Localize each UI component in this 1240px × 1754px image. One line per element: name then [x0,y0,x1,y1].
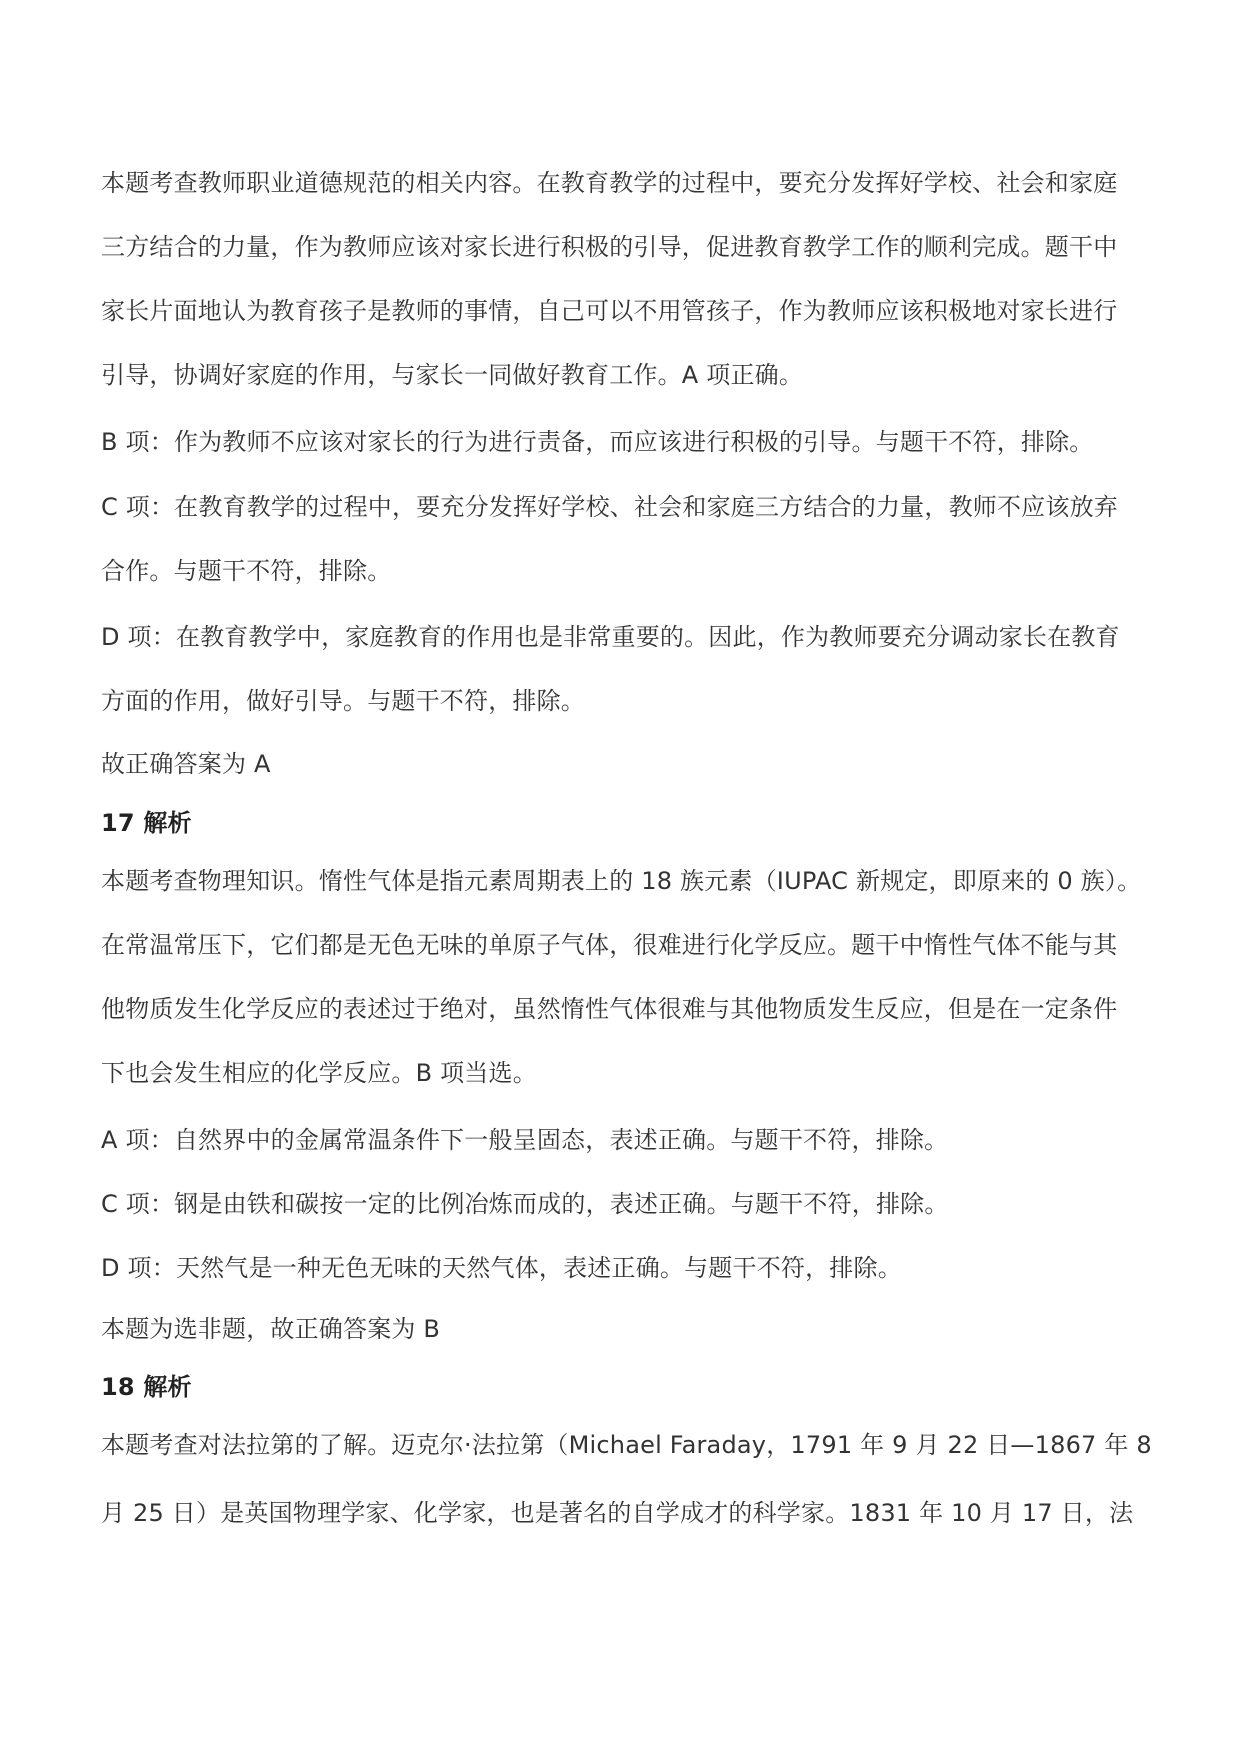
q17-option-d: D 项：天然气是一种无色无味的天然气体，表述正确。与题干不符，排除。 [101,1254,902,1282]
q17-option-c: C 项：钢是由铁和碳按一定的比例冶炼而成的，表述正确。与题干不符，排除。 [101,1190,949,1218]
q18-analysis-line-2: 月 25 日）是英国物理学家、化学家，也是著名的自学成才的科学家。1831 年 10 月 17 日，法 [101,1499,1134,1527]
q16-option-d-line-2: 方面的作用，做好引导。与题干不符，排除。 [101,687,585,715]
q16-analysis-line-2: 三方结合的力量，作为教师应该对家长进行积极的引导，促进教育教学工作的顺利完成。题干中 [101,233,1118,261]
q16-analysis-line-4: 引导，协调好家庭的作用，与家长一同做好教育工作。A 项正确。 [101,361,804,389]
q17-answer: 本题为选非题，故正确答案为 B [101,1315,441,1343]
q16-option-c-line-1: C 项：在教育教学的过程中，要充分发挥好学校、社会和家庭三方结合的力量，教师不应该放弃 [101,493,1118,521]
q16-option-c-line-2: 合作。与题干不符，排除。 [101,557,392,585]
q17-analysis-line-4: 下也会发生相应的化学反应。B 项当选。 [101,1059,537,1087]
q16-option-b: B 项：作为教师不应该对家长的行为进行责备，而应该进行积极的引导。与题干不符，排除。 [101,428,1094,456]
q16-analysis-line-1: 本题考查教师职业道德规范的相关内容。在教育教学的过程中，要充分发挥好学校、社会和家庭 [101,169,1118,197]
q17-option-a: A 项：自然界中的金属常温条件下一般呈固态，表述正确。与题干不符，排除。 [101,1126,949,1154]
q16-analysis-line-3: 家长片面地认为教育孩子是教师的事情，自己可以不用管孩子，作为教师应该积极地对家长进行 [101,297,1118,325]
q18-heading: 18 解析 [101,1373,192,1401]
q16-answer: 故正确答案为 A [101,750,271,778]
q17-analysis-line-3: 他物质发生化学反应的表述过于绝对，虽然惰性气体很难与其他物质发生反应，但是在一定条件 [101,995,1118,1023]
q17-heading: 17 解析 [101,809,192,837]
q17-analysis-line-2: 在常温常压下，它们都是无色无味的单原子气体，很难进行化学反应。题干中惰性气体不能与其 [101,931,1118,959]
q17-analysis-line-1: 本题考查物理知识。惰性气体是指元素周期表上的 18 族元素（IUPAC 新规定，即原来的 0 族）。 [101,867,1142,895]
q18-analysis-line-1: 本题考查对法拉第的了解。迈克尔·法拉第（Michael Faraday，1791 年 9 月 22 日—1867 年 8 [101,1431,1152,1459]
q16-option-d-line-1: D 项：在教育教学中，家庭教育的作用也是非常重要的。因此，作为教师要充分调动家长在教育 [101,623,1120,651]
